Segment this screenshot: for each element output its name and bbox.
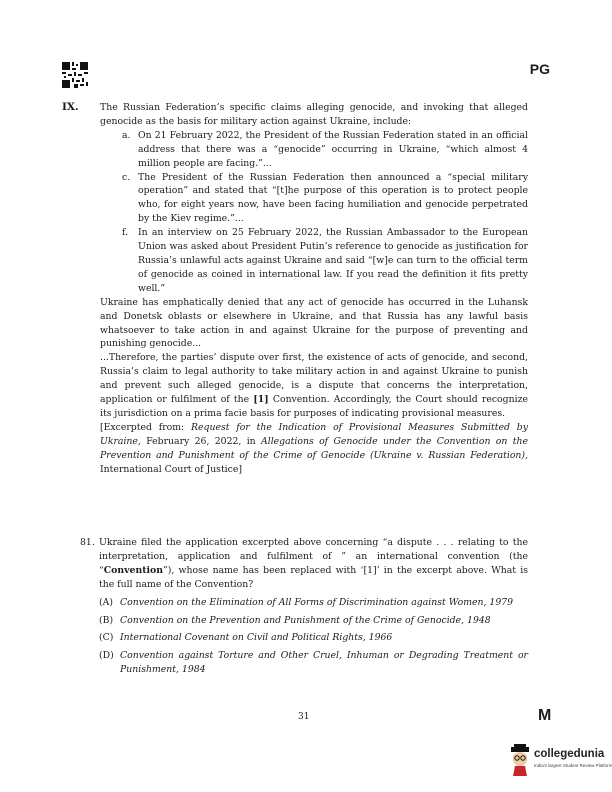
question-stem: Ukraine filed the application excerpted above concerning “a dispute . . . relating to the interpretation, application and fulfilment of ” an international convention (the “Convention”), whose name has been replaced with ‘[1]’ in the excerpt above. What is the full name of the Convention? <box>99 537 528 590</box>
question-81 <box>80 536 528 677</box>
option-b[interactable] <box>99 614 528 628</box>
option-d[interactable] <box>99 649 528 677</box>
convention-placeholder: [1] <box>253 394 269 406</box>
list-item-text: The President of the Russian Federation then announced a “special military operation” and stated that “[t]he purpose of this operation is to protect people who, for eight years now, have been facing humiliation and genocide perpetrated by the Kiev regime.”... <box>138 171 528 225</box>
option-label: (D) <box>99 650 114 662</box>
series-code: M <box>538 707 552 724</box>
page-number: 31 <box>298 712 310 722</box>
list-item-label: c. <box>122 171 131 183</box>
paper-code: PG <box>529 61 550 77</box>
option-c[interactable] <box>99 631 528 645</box>
option-a[interactable] <box>99 596 528 610</box>
question-number: 81. <box>80 537 95 548</box>
source-citation: [Excerpted from: Request for the Indication of Provisional Measures Submitted by Ukraine, February 26, 2022, in Allegations of Genocide under the Convention on the Prevention and Punishment of the Crime of Genocide (Ukraine v. Russian Federation), International Court of Justice] <box>100 421 528 475</box>
list-item-text: In an interview on 25 February 2022, the Russian Ambassador to the European Union was asked about President Putin’s reference to genocide as justification for Russia’s unlawful acts against Ukraine and said “[w]e can turn to the official term of genocide as coined in international law. If you read the definition it fits pretty well.” <box>138 227 528 294</box>
option-text: Convention on the Elimination of All Forms of Discrimination against Women, 1979 <box>120 596 514 608</box>
option-label: (C) <box>99 632 114 644</box>
qr-code <box>62 62 88 88</box>
list-item-text: On 21 February 2022, the President of the Russian Federation stated in an official address that there was a “genocide” occurring in Ukraine, “which almost 4 million people are facing.”... <box>138 129 528 169</box>
paragraph: ...Therefore, the parties’ dispute over first, the existence of acts of genocide, and second, Russia’s claim to legal authority to take military action in and against Ukraine to punish and prevent such alleged genocide, is a dispute that concerns the interpretation, application or fulfilment of the [1] Convention. Accordingly, the Court should recognize its jurisdiction on a prima facie basis for purposes of indicating provisional measures. <box>100 352 528 419</box>
section-number: IX. <box>62 101 79 113</box>
logo-tagline: India's largest Student Review Platform <box>534 763 612 768</box>
list-item <box>122 226 528 296</box>
list-item-label: a. <box>122 129 131 141</box>
option-text: Convention against Torture and Other Cruel, Inhuman or Degrading Treatment or Punishment, 1984 <box>120 650 528 676</box>
passage <box>100 101 528 476</box>
option-text: International Covenant on Civil and Political Rights, 1966 <box>120 632 393 644</box>
list-item <box>122 129 528 171</box>
paragraph: Ukraine has emphatically denied that any act of genocide has occurred in the Luhansk and Donetsk oblasts or elsewhere in Ukraine, and that Russia has any lawful basis whatsoever to take action in and against Ukraine for the purpose of preventing and punishing genocide... <box>100 296 528 350</box>
option-label: (A) <box>99 596 113 608</box>
logo-name: collegedunia <box>534 748 605 760</box>
list-item <box>122 171 528 227</box>
list-item-label: f. <box>122 227 129 239</box>
option-text: Convention on the Prevention and Punishment of the Crime of Genocide, 1948 <box>120 614 491 626</box>
passage-intro: The Russian Federation’s specific claims alleging genocide, and invoking that alleged genocide as the basis for military action against Ukraine, include: <box>100 102 528 127</box>
collegedunia-logo[interactable] <box>508 744 612 778</box>
mascot-icon <box>508 744 532 776</box>
option-label: (B) <box>99 614 114 626</box>
